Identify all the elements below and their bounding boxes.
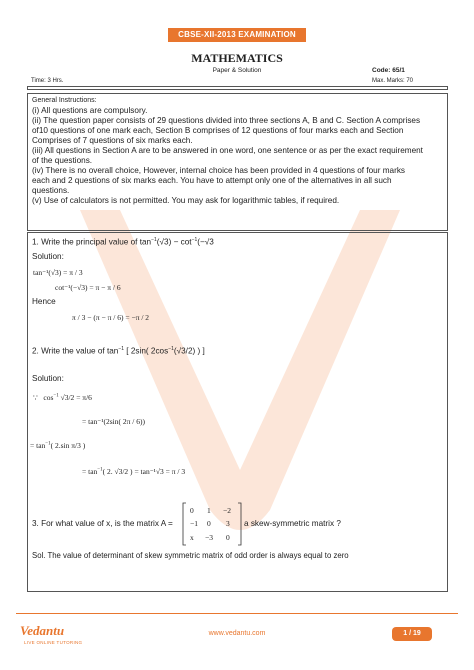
instruction-line: Comprises of 7 questions of six marks each. — [32, 136, 193, 145]
q1-hence: Hence — [32, 297, 56, 306]
matrix-cell: −1 — [190, 519, 198, 528]
instruction-line: of the questions. — [32, 156, 93, 165]
time-allowed: Time: 3 Hrs. — [31, 78, 64, 84]
q2-step-3: = $\tan^{-1}$( 2.sin π/3 ) — [30, 441, 86, 450]
question-3: 3. For what value of x, is the matrix A = — [32, 519, 173, 528]
website-link[interactable]: www.vedantu.com — [208, 630, 266, 637]
instruction-line: each and 2 questions of six marks each. You have to attempt only one of the alternatives in all such — [32, 176, 392, 185]
q1-solution-label: Solution: — [32, 252, 64, 261]
matrix-cell: 0 — [190, 506, 194, 515]
q1-step-2: cot⁻¹(−√3) = π − π / 6 — [55, 283, 121, 292]
q1-step-1: tan⁻¹(√3) = π / 3 — [33, 268, 83, 277]
q3-solution: Sol. The value of determinant of skew symmetric matrix of odd order is always equal to zero — [32, 551, 349, 560]
header-divider — [27, 86, 448, 90]
matrix-cell: 1 — [207, 506, 211, 515]
instruction-line: (iii) All questions in Section A are to be answered in one word, one sentence or as per the exact requirement — [32, 146, 423, 155]
matrix-cell: x — [190, 533, 194, 542]
footer-divider — [16, 613, 458, 614]
matrix-cell: −3 — [205, 533, 213, 542]
instruction-line: of10 questions of one mark each, Section B comprises of 12 questions of four marks each and Section — [32, 126, 404, 135]
question-1: 1. Write the principal value of $\tan^{-1}(√3) - \cot^{-1}(-√3$ — [32, 237, 214, 247]
instruction-line: (iv) There is no overall choice, However, internal choice has been provided in 4 questions of four marks — [32, 166, 406, 175]
matrix-cell: 0 — [207, 519, 211, 528]
q2-step-1: ∵ $\cos^{-1} √3/2 = \pi/6$ — [33, 393, 92, 402]
vedantu-logo: Vedantu — [20, 623, 65, 638]
logo-tagline: LIVE ONLINE TUTORING — [24, 640, 83, 645]
q2-solution-label: Solution: — [32, 374, 64, 383]
instruction-line: questions. — [32, 186, 70, 195]
max-marks: Max. Marks: 70 — [372, 78, 414, 84]
general-instructions — [32, 96, 442, 206]
instruction-line: (i) All questions are compulsory. — [32, 106, 148, 115]
page-title: MATHEMATICS — [191, 51, 283, 65]
q2-step-4: = $\tan^{-1}$( 2. √3/2 ) = tan⁻¹√3 = π / 3 — [82, 467, 186, 476]
question-2: 2. Write the value of $\tan^{-1}$ [ 2sin( $2\cos^{-1}(√3/2)$ ) ] — [32, 346, 205, 356]
page-number: 1 / 19 — [392, 627, 432, 641]
instruction-line: (ii) The question paper consists of 29 questions divided into three sections A, B and C. Section A comprises — [32, 116, 421, 125]
instructions-heading: General Instructions: — [32, 97, 97, 104]
matrix-cell: 3 — [226, 519, 230, 528]
q2-step-2: = tan⁻¹(2sin( 2π / 6)) — [82, 417, 145, 426]
paper-code: Code: 65/1 — [372, 67, 405, 74]
instruction-line: (v) Use of calculators is not permitted. You may ask for logarithmic tables, if required. — [32, 196, 340, 205]
paper-type: Paper & Solution — [212, 67, 262, 74]
matrix-cell: −2 — [223, 506, 231, 515]
q1-result: π / 3 − (π − π / 6) = −π / 2 — [72, 313, 150, 322]
question-3-tail: a skew-symmetric matrix ? — [244, 519, 341, 528]
exam-badge: CBSE-XII-2013 EXAMINATION — [168, 28, 306, 42]
matrix-cell: 0 — [226, 533, 230, 542]
since-symbol: ∵ — [33, 393, 38, 402]
